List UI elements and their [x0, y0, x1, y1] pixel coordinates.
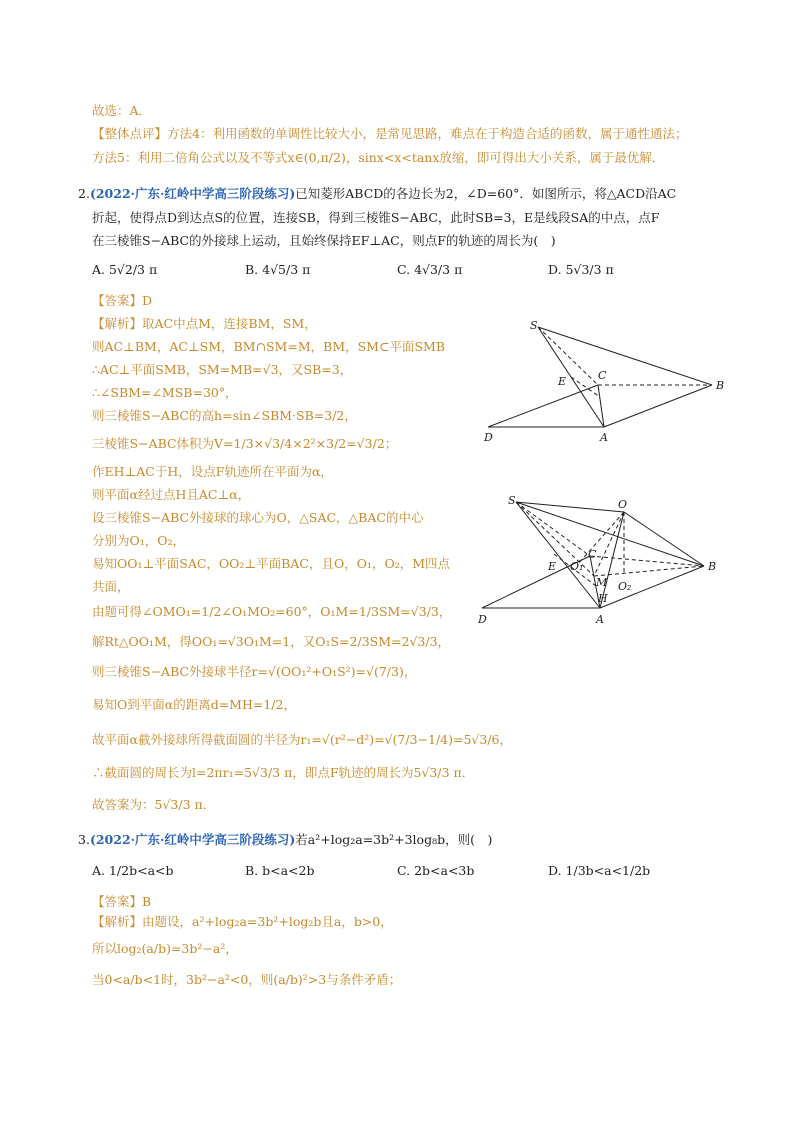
label-a: A [596, 613, 604, 626]
solution-line: 故平面α截外接球所得截面圆的半径为r₁=√(r²−d²)=√(7/3−1/4)=5√3/6， [92, 732, 513, 747]
option-d[interactable]: D. 5√3/3 π [548, 262, 614, 277]
pyramid-figure-2 [472, 490, 727, 635]
label-o2: O₂ [618, 580, 632, 593]
solution-line: 故答案为：5√3/3 π． [92, 797, 216, 812]
solution-line: 易知O到平面α的距离d=MH=1/2， [92, 697, 296, 712]
label-b: B [716, 379, 725, 392]
edge-ab [604, 385, 712, 427]
label-s: S [530, 319, 538, 332]
question-stem: 已知菱形ABCD的各边长为2，∠D=60°．如图所示，将△ACD沿AC [295, 186, 677, 201]
solution-line: 作EH⊥AC于H，设点F轨迹所在平面为α， [92, 464, 333, 479]
label-o1: O₁ [570, 560, 584, 573]
edge-cb-hidden [590, 556, 704, 566]
solution-line: 分别为O₁，O₂， [92, 533, 186, 548]
label-s: S [508, 494, 516, 507]
option-b[interactable]: B. b<a<2b [245, 863, 315, 878]
solution-line: 三棱锥S−ABC体积为V=1/3×√3/4×2²×3/2=√3/2； [92, 436, 398, 451]
question-stem: 若a²+log₂a=3b²+3log₈b，则( ) [295, 832, 493, 847]
solution-line: ∴截面圆的周长为l=2πr₁=5√3/3 π，即点F轨迹的周长为5√3/3 π． [92, 765, 475, 780]
solution-line: 共面， [92, 579, 130, 594]
question-3-header [78, 832, 492, 848]
label-c: C [588, 548, 597, 561]
edge-ab [600, 566, 704, 608]
edge-ac [598, 385, 604, 427]
answer-label: 【答案】D [92, 293, 153, 308]
solution-line: 设三棱锥S−ABC外接球的球心为O，△SAC，△BAC的中心 [92, 510, 424, 525]
solution-line: 则三棱锥S−ABC外接球半径r=√(OO₁²+O₁S²)=√(7/3)， [92, 664, 417, 679]
solution-line: ∴AC⊥平面SMB，SM=MB=√3，又SB=3， [92, 362, 353, 377]
solution-line: 由题可得∠OMO₁=1/2∠O₁MO₂=60°，O₁M=1/3SM=√3/3， [92, 604, 452, 619]
question-source: (2022·广东·红岭中学高三阶段练习) [89, 186, 296, 201]
solution-line: 【解析】由题设，a²+log₂a=3b²+log₂b且a，b>0， [92, 914, 393, 929]
label-d: D [484, 431, 493, 444]
solution-line: 则平面α经过点H且AC⊥α， [92, 487, 251, 502]
conclusion-line: 故选：A． [92, 103, 152, 118]
label-e: E [558, 375, 567, 388]
edge-sb [516, 502, 704, 566]
option-d[interactable]: D. 1/3b<a<1/2b [548, 863, 651, 878]
overall-comment: 【整体点评】方法4：利用函数的单调性比较大小，是常见思路，难点在于构造合适的函数，属于通性通法； [92, 126, 688, 141]
answer-label: 【答案】B [92, 894, 152, 909]
label-a: A [600, 431, 608, 444]
label-m: M [596, 576, 608, 589]
option-a[interactable]: A. 5√2/3 π [92, 262, 158, 277]
segment-om-hidden [594, 512, 624, 576]
question-2-header [78, 186, 676, 202]
edge-sc-hidden [538, 327, 598, 385]
option-b[interactable]: B. 4√5/3 π [245, 262, 311, 277]
label-h: H [598, 592, 608, 605]
option-c[interactable]: C. 4√3/3 π [397, 262, 463, 277]
option-a[interactable]: A. 1/2b<a<b [92, 863, 174, 878]
option-c[interactable]: C. 2b<a<3b [397, 863, 475, 878]
label-b: B [708, 560, 717, 573]
question-number: 2. [78, 186, 90, 201]
solution-line: 当0<a/b<1时，3b²−a²<0，则(a/b)²>3与条件矛盾； [92, 972, 402, 987]
solution-line: 所以log₂(a/b)=3b²−a²， [92, 941, 238, 956]
question-source: (2022·广东·红岭中学高三阶段练习) [89, 832, 296, 847]
question-number: 3. [78, 832, 90, 847]
method5-comment: 方法5：利用二倍角公式以及不等式x∈(0,π/2)，sinx<x<tanx放缩，即可得出大小关系，属于最优解． [92, 150, 665, 165]
segment-ob [624, 512, 704, 566]
edge-dc [488, 385, 598, 427]
solution-line: ∴∠SBM=∠MSB=30°， [92, 385, 238, 400]
question-stem-line: 折起，使得点D到达点S的位置，连接SB，得到三棱锥S−ABC，此时SB=3，E是线段SA的中点，点F [92, 210, 660, 225]
solution-line: 则AC⊥BM，AC⊥SM，BM∩SM=M，BM，SM⊂平面SMB [92, 339, 446, 354]
label-e: E [548, 560, 557, 573]
pyramid-figure-1 [478, 315, 728, 450]
question-stem-line: 在三棱锥S−ABC的外接球上运动，且始终保持EF⊥AC，则点F的轨迹的周长为( ) [92, 233, 556, 248]
label-c: C [598, 369, 607, 382]
solution-line: 解Rt△OO₁M，得OO₁=√3O₁M=1，又O₁S=2/3SM=2√3/3， [92, 634, 451, 649]
solution-line: 【解析】取AC中点M，连接BM，SM， [92, 316, 317, 331]
solution-line: 易知OO₁⊥平面SAC，OO₂⊥平面BAC，且O，O₁，O₂，M四点 [92, 556, 451, 571]
label-o: O [618, 498, 628, 511]
solution-line: 则三棱锥S−ABC的高h=sin∠SBM·SB=3/2， [92, 408, 357, 423]
label-d: D [478, 613, 487, 626]
